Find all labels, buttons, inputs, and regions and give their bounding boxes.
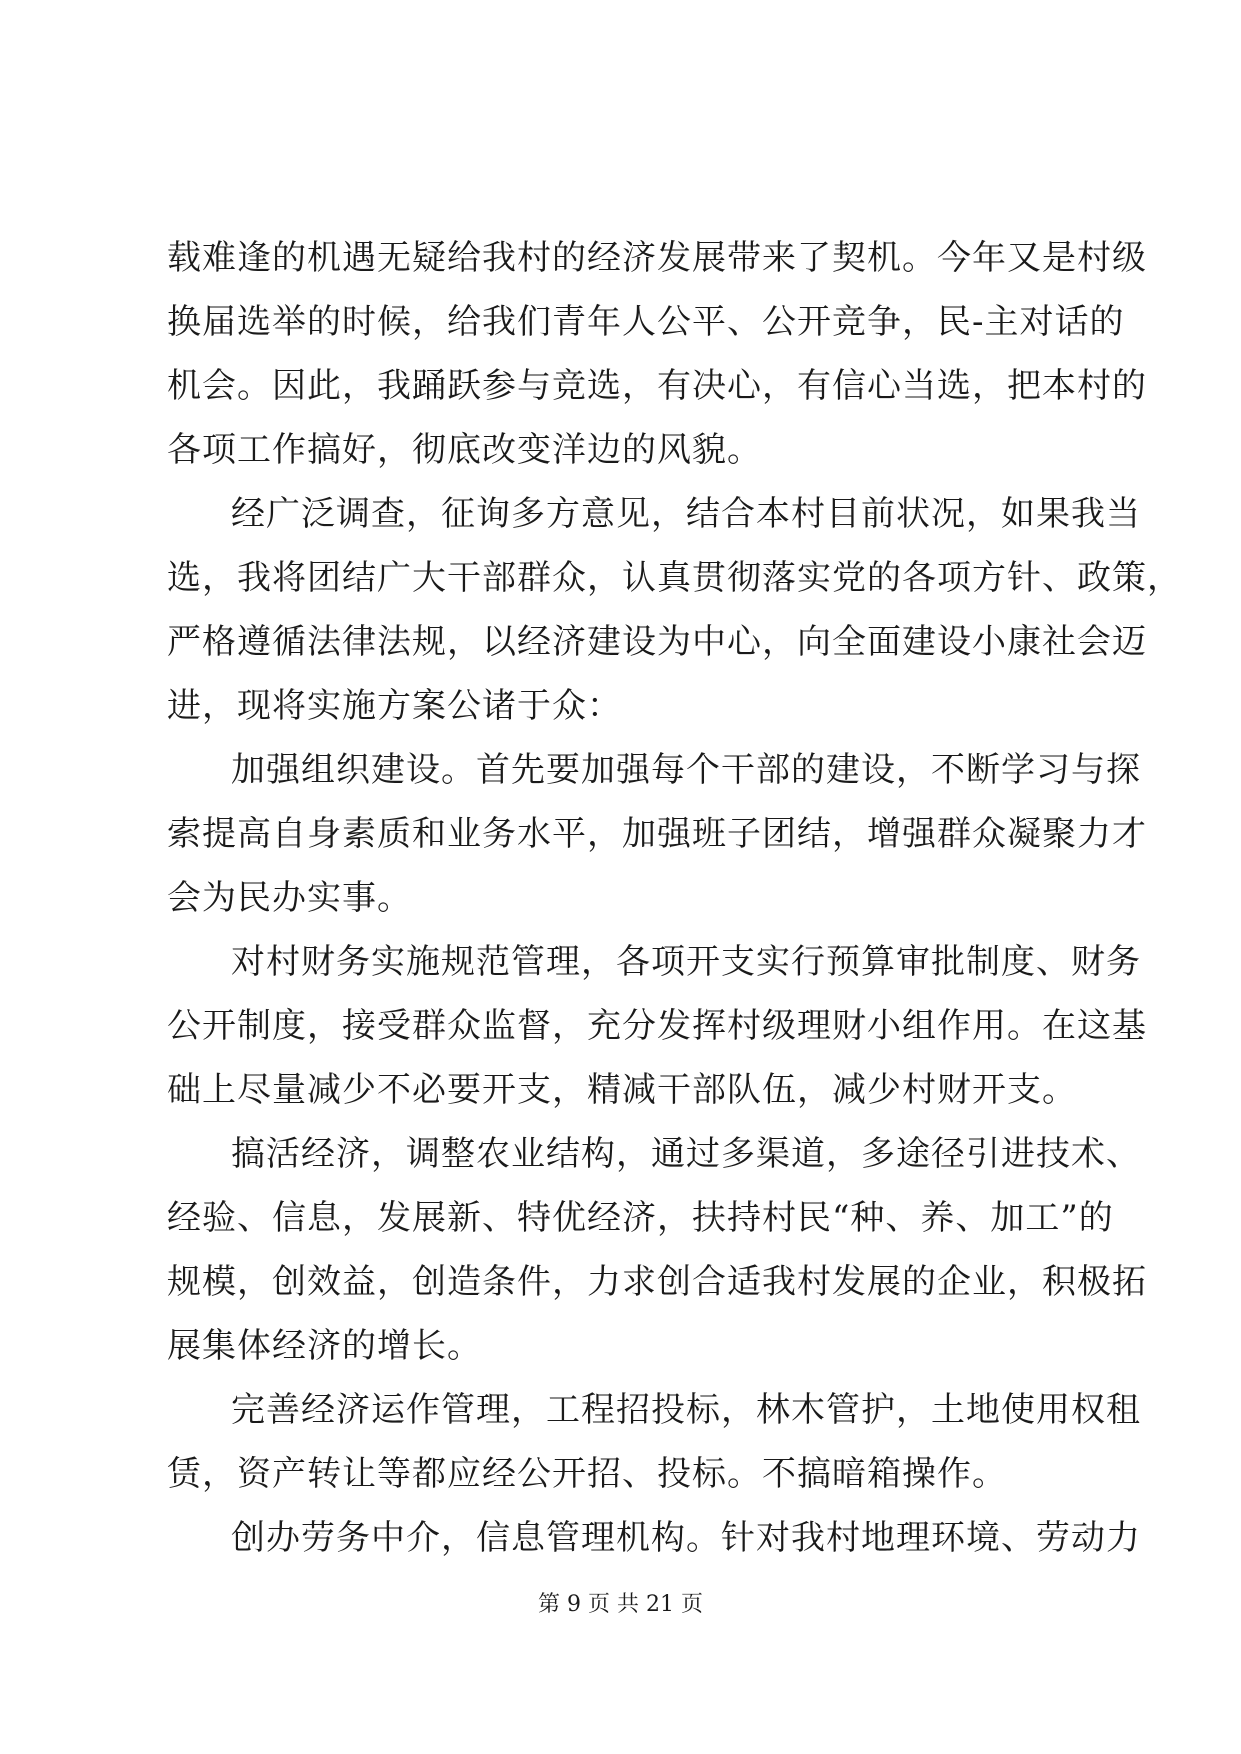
text-line: 进，现将实施方案公诸于众： (167, 686, 622, 726)
text-line: 赁，资产转让等都应经公开招、投标。不搞暗箱操作。 (167, 1454, 1007, 1494)
text-line: 创办劳务中介，信息管理机构。针对我村地理环境、劳动力 (231, 1518, 1141, 1558)
text-line: 会为民办实事。 (167, 878, 412, 918)
text-line: 对村财务实施规范管理，各项开支实行预算审批制度、财务 (231, 942, 1141, 982)
text-line: 规模，创效益，创造条件，力求创合适我村发展的企业，积极拓 (167, 1262, 1147, 1302)
text-line: 各项工作搞好，彻底改变洋边的风貌。 (167, 430, 762, 470)
page-number-footer: 第 9 页 共 21 页 (538, 1592, 703, 1617)
text-line: 索提高自身素质和业务水平，加强班子团结，增强群众凝聚力才 (167, 814, 1147, 854)
text-line: 载难逢的机遇无疑给我村的经济发展带来了契机。今年又是村级 (167, 238, 1147, 278)
text-line: 经验、信息，发展新、特优经济，扶持村民“种、养、加工”的 (167, 1198, 1114, 1238)
text-line: 严格遵循法律法规，以经济建设为中心，向全面建设小康社会迈 (167, 622, 1147, 662)
body-text (167, 226, 1182, 1570)
text-line: 换届选举的时候，给我们青年人公平、公开竞争，民-主对话的 (167, 302, 1125, 342)
text-line: 公开制度，接受群众监督，充分发挥村级理财小组作用。在这基 (167, 1006, 1147, 1046)
text-line: 机会。因此，我踊跃参与竞选，有决心，有信心当选，把本村的 (167, 366, 1147, 406)
text-line: 选，我将团结广大干部群众，认真贯彻落实党的各项方针、政策， (167, 558, 1182, 598)
text-line: 完善经济运作管理，工程招投标，林木管护，土地使用权租 (231, 1390, 1141, 1430)
text-line: 经广泛调查，征询多方意见，结合本村目前状况，如果我当 (231, 494, 1141, 534)
text-line: 础上尽量减少不必要开支，精减干部队伍，减少村财开支。 (167, 1070, 1077, 1110)
text-line: 展集体经济的增长。 (167, 1326, 482, 1366)
text-line: 搞活经济，调整农业结构，通过多渠道，多途径引进技术、 (231, 1134, 1141, 1174)
text-line: 加强组织建设。首先要加强每个干部的建设，不断学习与探 (231, 750, 1141, 790)
